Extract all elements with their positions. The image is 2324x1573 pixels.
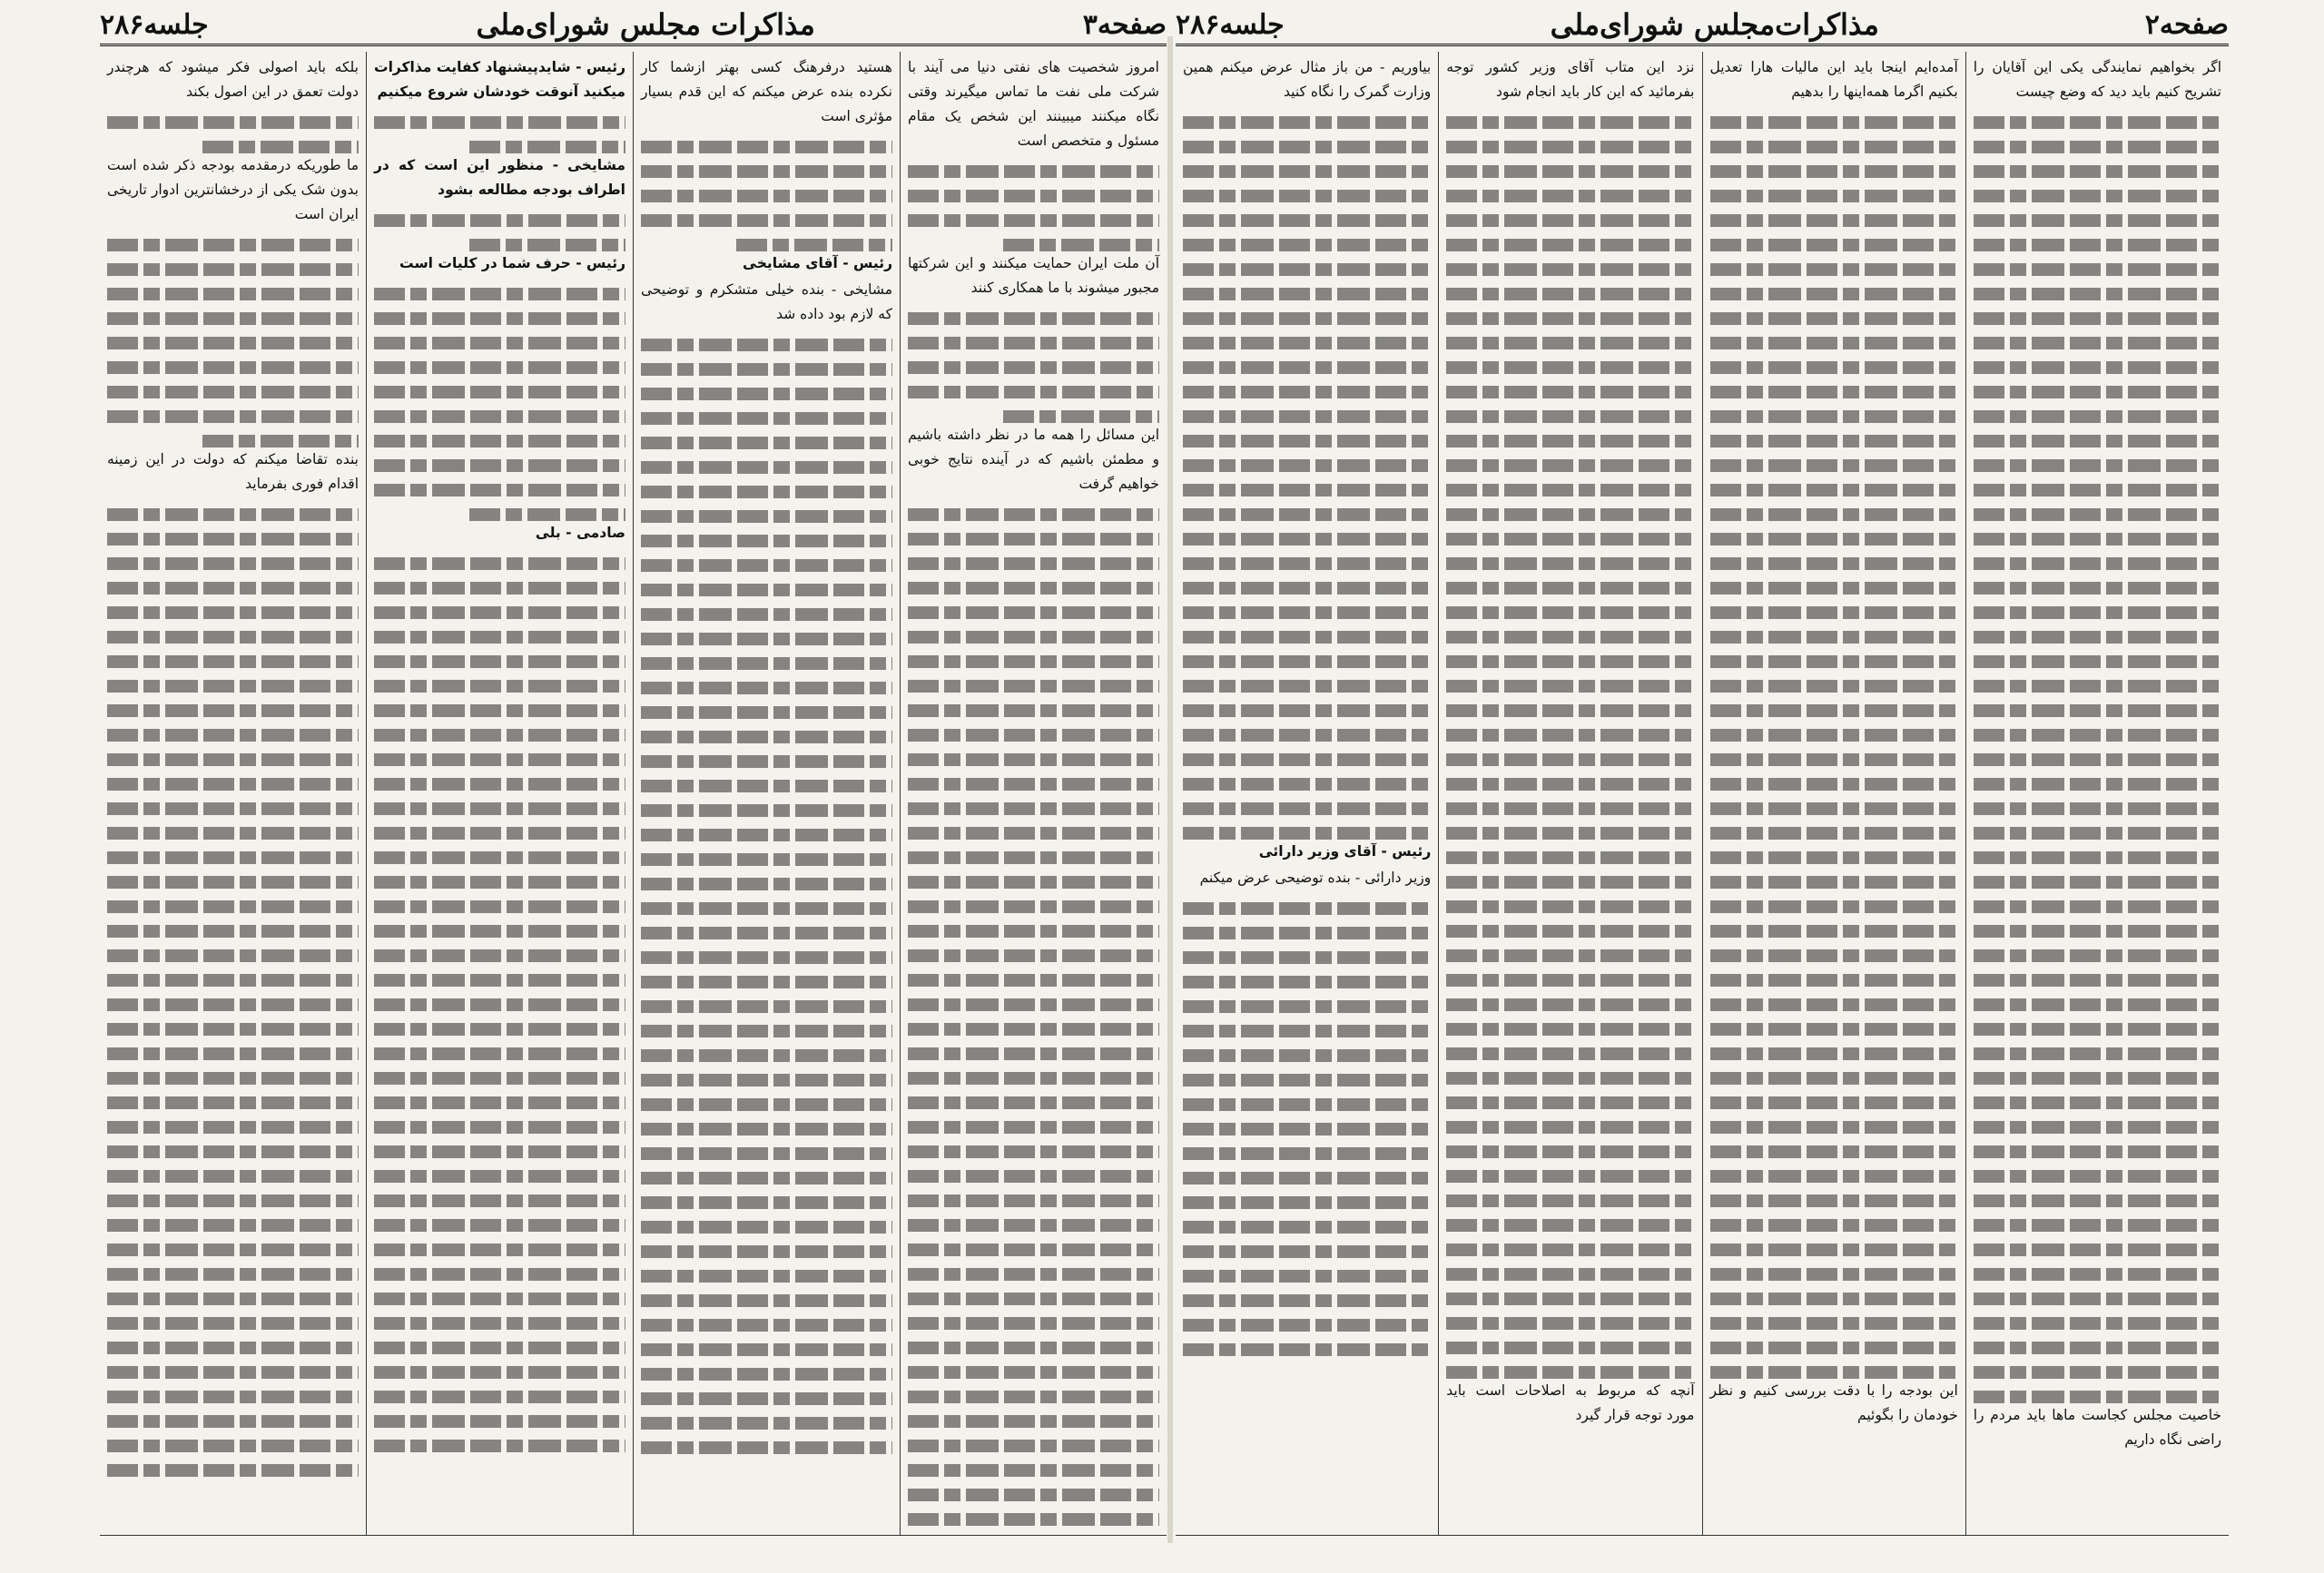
speaker-line: رئیس - حرف شما در کلیات است [399, 255, 625, 271]
paragraph: آن ملت ایران حمایت میکنند و این شرکتها مجبور میشوند با ما همکاری کنند [908, 255, 1159, 296]
paragraph: مشایخی - بنده خیلی متشکرم و توضیحی که لازم بود داده شد [641, 281, 892, 322]
left-page-header [100, 6, 1167, 43]
left-page-number: صفحه۳ [1082, 8, 1167, 41]
left-col-2 [633, 52, 900, 1535]
paragraph: ما طوریکه درمقدمه بودجه ذکر شده است بدون شک یکی از درخشانترین ادوار تاریخی ایران است [107, 157, 359, 222]
left-col-4 [100, 52, 366, 1535]
left-col-1 [900, 52, 1167, 1535]
speaker-line: رئیس - آقای وزیر دارائی [1258, 843, 1432, 860]
page-gutter [1167, 36, 1173, 1543]
paragraph: آنچه که مربوط به اصلاحات است باید مورد توجه قرار گیرد [1446, 1382, 1695, 1423]
right-col-2 [1702, 52, 1965, 1535]
left-session-number: جلسه۲۸۶ [100, 8, 209, 41]
right-col-3 [1438, 52, 1701, 1535]
right-session-number: جلسه۲۸۶ [1176, 8, 1285, 41]
paragraph: هستید درفرهنگ کسی بهتر ازشما کار نکرده بنده عرض میکنم که این قدم بسیار مؤثری است [641, 59, 892, 124]
right-page-header [1176, 6, 2229, 43]
paragraph: اگر بخواهیم نمایندگی یکی این آقایان را تشریح کنیم باید دید که وضع چیست [1973, 59, 2221, 100]
paragraph: نزد این متاب آقای وزیر کشور توجه بفرمائید که این کار باید انجام شود [1446, 59, 1695, 100]
right-col-1 [1965, 52, 2229, 1535]
left-page [100, 7, 1167, 1536]
speaker-line: صادمی - بلی [535, 525, 625, 541]
right-page-title: مذاکرات‌مجلس شورای‌ملی [1550, 7, 1879, 42]
paragraph: امروز شخصیت های نفتی دنیا می آیند با شرکت ملی نفت ما تماس میگیرند وقتی نگاه میکنند میبینند این شخص یک مقام مسئول و متخصص است [908, 59, 1159, 149]
right-col-4 [1176, 52, 1438, 1535]
speaker-line: رئیس - شایدپیشنهاد کفایت مذاکرات میکنید آنوقت خودشان شروع میکنیم [374, 59, 625, 100]
right-page-number: صفحه۲ [2144, 8, 2229, 41]
paragraph: این بودجه را با دقت بررسی کنیم و نظر خودمان را بگوئیم [1709, 1382, 1958, 1423]
left-col-3 [366, 52, 633, 1535]
paragraph: خاصیت مجلس کجاست ماها باید مردم را راضی نگاه داریم [1973, 1407, 2221, 1448]
paragraph: بیاوریم - من باز مثال عرض میکنم همین وزارت گمرک را نگاه کنید [1183, 59, 1432, 100]
left-page-title: مذاکرات مجلس شورای‌ملی [476, 7, 815, 42]
paragraph: این مسائل را همه ما در نظر داشته باشیم و مطمئن باشیم که در آینده نتایج خوبی خواهیم گرفت [908, 427, 1159, 492]
speaker-line: مشایخی - منظور این است که در اطراف بودجه مطالعه بشود [374, 157, 625, 198]
paragraph: بنده تقاضا میکنم که دولت در این زمینه اقدام فوری بفرماید [107, 451, 359, 492]
speaker-line: رئیس - آقای مشایخی [743, 255, 892, 271]
paragraph: آمده‌ایم اینجا باید این مالیات هارا تعدیل بکنیم اگرما همه‌اینها را بدهیم [1709, 59, 1958, 100]
paragraph: بلکه باید اصولی فکر میشود که هرچندر دولت تعمق در این اصول بکند [107, 59, 359, 100]
right-page [1176, 7, 2229, 1536]
paragraph: وزیر دارائی - بنده توضیحی عرض میکنم [1199, 870, 1432, 886]
